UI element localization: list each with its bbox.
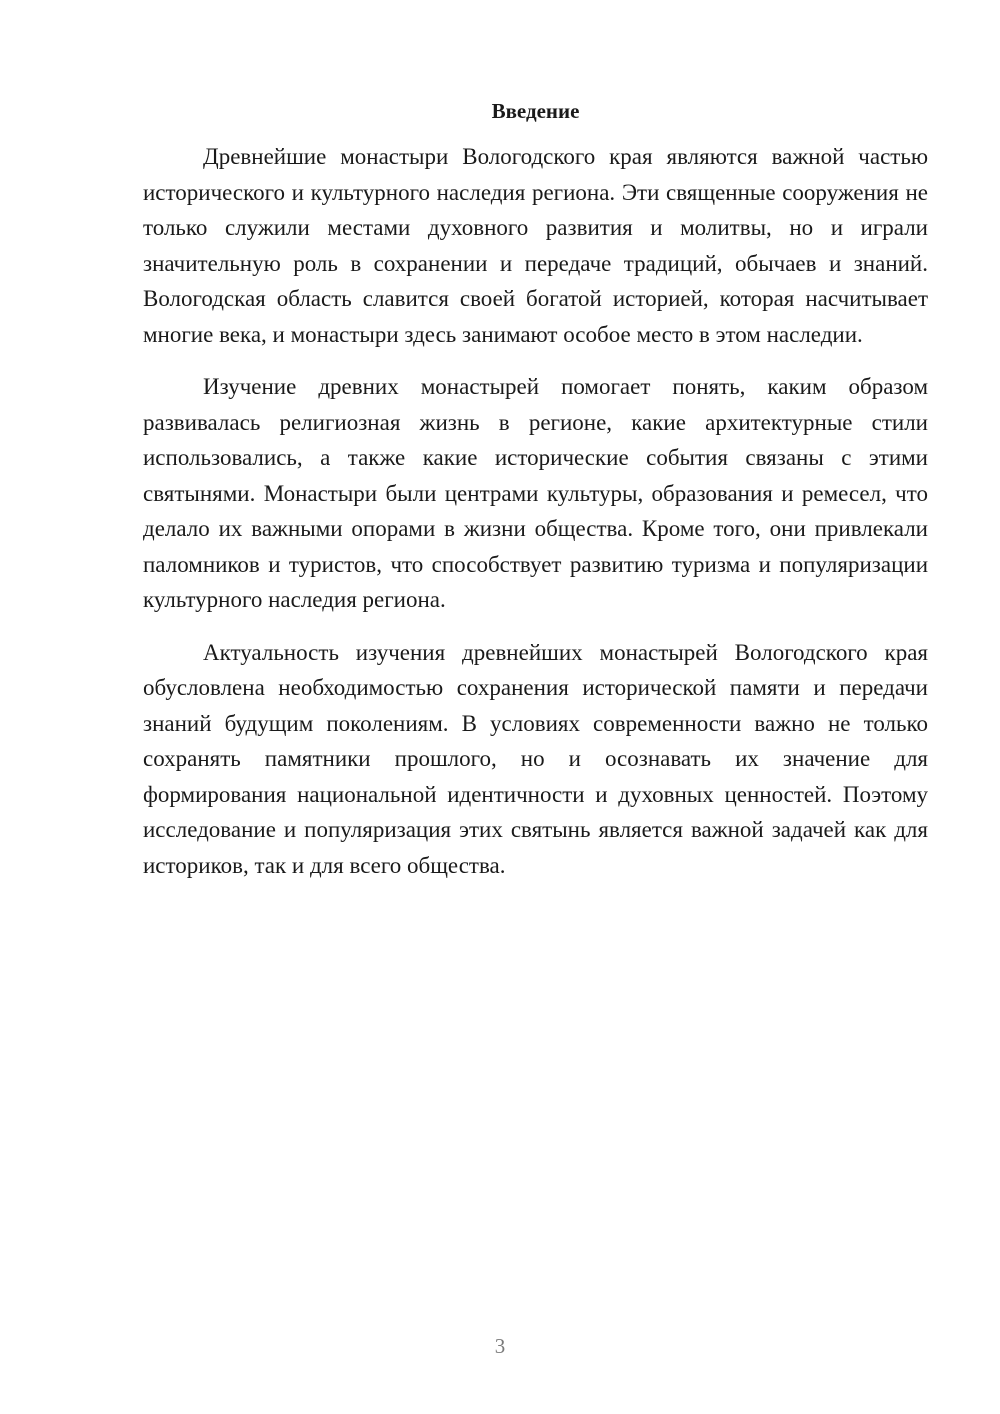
paragraph-2: Изучение древних монастырей помогает понять, каким образом развивалась религиозная жизнь в регионе, какие архитектурные стили использовались, а также какие исторические события связаны с этими святынями. Монастыри были центрами культуры, образования и ремесел, что делало их важными опорами в жизни общества. Кроме того, они привлекали паломников и туристов, что способствует развитию туризма и популяризации культурного наследия региона. bbox=[143, 374, 928, 612]
section-heading: Введение bbox=[491, 99, 580, 123]
paragraph-3: Актуальность изучения древнейших монастырей Вологодского края обусловлена необходимостью сохранения исторической памяти и передачи знаний будущим поколениям. В условиях современности важно не только сохранять памятники прошлого, но и осознавать их значение для формирования национальной идентичности и духовных ценностей. Поэтому исследование и популяризация этих святынь является важной задачей как для историков, так и для всего общества. bbox=[143, 639, 928, 878]
page-number: 3 bbox=[494, 1334, 506, 1358]
paragraph-1: Древнейшие монастыри Вологодского края являются важной частью исторического и культурного наследия региона. Эти священные сооружения не только служили местами духовного развития и молитвы, но и играли значительную роль в сохранении и передаче традиций, обычаев и знаний. Вологодская область славится своей богатой историей, которая насчитывает многие века, и монастыри здесь занимают особое место в этом наследии. bbox=[143, 144, 928, 347]
page-content bbox=[143, 96, 928, 900]
